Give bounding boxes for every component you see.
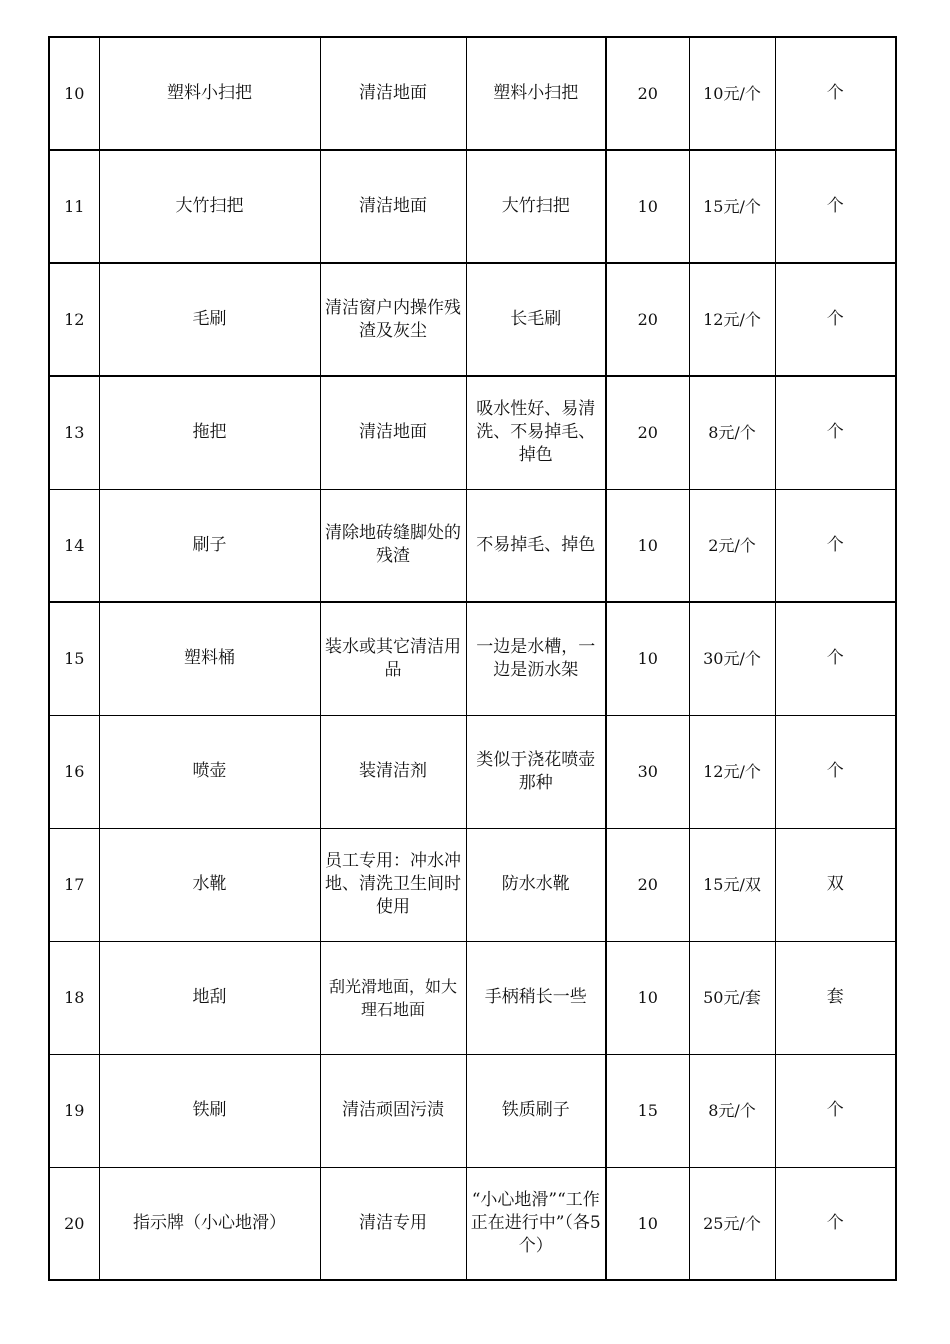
table-row: [49, 715, 896, 828]
item-quantity-cell: 20: [606, 828, 689, 941]
table-row: [49, 1167, 896, 1280]
item-price-cell: 25元/个: [689, 1167, 775, 1280]
item-price-cell: 15元/个: [689, 150, 775, 263]
item-price-cell: 12元/个: [689, 263, 775, 376]
item-spec-cell: 手柄稍长一些: [466, 941, 606, 1054]
table-row: [49, 828, 896, 941]
item-use-cell: 员工专用：冲水冲地、清洗卫生间时使用: [320, 828, 466, 941]
item-use-cell: 清洁地面: [320, 376, 466, 489]
item-use-cell: 清洁地面: [320, 150, 466, 263]
item-spec-cell: 铁质刷子: [466, 1054, 606, 1167]
item-unit-cell: 个: [775, 37, 896, 150]
item-number-cell: 14: [49, 489, 99, 602]
item-price-cell: 12元/个: [689, 715, 775, 828]
table-row: [49, 489, 896, 602]
item-number-cell: 12: [49, 263, 99, 376]
item-unit-cell: 双: [775, 828, 896, 941]
item-unit-cell: 个: [775, 263, 896, 376]
item-name-cell: 地刮: [99, 941, 320, 1054]
item-price-cell: 2元/个: [689, 489, 775, 602]
item-number-cell: 18: [49, 941, 99, 1054]
item-number-cell: 11: [49, 150, 99, 263]
item-spec-cell: 不易掉毛、掉色: [466, 489, 606, 602]
item-unit-cell: 个: [775, 602, 896, 715]
item-name-cell: 塑料小扫把: [99, 37, 320, 150]
item-use-cell: 清洁顽固污渍: [320, 1054, 466, 1167]
table-row: [49, 37, 896, 150]
item-name-cell: 刷子: [99, 489, 320, 602]
item-use-cell: 刮光滑地面，如大理石地面: [320, 941, 466, 1054]
item-unit-cell: 个: [775, 715, 896, 828]
table-row: [49, 376, 896, 489]
item-name-cell: 毛刷: [99, 263, 320, 376]
item-unit-cell: 套: [775, 941, 896, 1054]
item-number-cell: 13: [49, 376, 99, 489]
item-name-cell: 塑料桶: [99, 602, 320, 715]
item-quantity-cell: 20: [606, 37, 689, 150]
item-price-cell: 30元/个: [689, 602, 775, 715]
item-unit-cell: 个: [775, 1054, 896, 1167]
table-row: [49, 150, 896, 263]
item-name-cell: 拖把: [99, 376, 320, 489]
item-quantity-cell: 10: [606, 150, 689, 263]
supplies-table: [48, 36, 897, 1281]
item-price-cell: 50元/套: [689, 941, 775, 1054]
item-unit-cell: 个: [775, 376, 896, 489]
item-quantity-cell: 10: [606, 1167, 689, 1280]
table-row: [49, 602, 896, 715]
item-use-cell: 装清洁剂: [320, 715, 466, 828]
item-price-cell: 8元/个: [689, 376, 775, 489]
item-unit-cell: 个: [775, 489, 896, 602]
item-use-cell: 清除地砖缝脚处的残渣: [320, 489, 466, 602]
item-name-cell: 水靴: [99, 828, 320, 941]
item-unit-cell: 个: [775, 150, 896, 263]
item-number-cell: 20: [49, 1167, 99, 1280]
item-quantity-cell: 15: [606, 1054, 689, 1167]
item-name-cell: 大竹扫把: [99, 150, 320, 263]
item-use-cell: 清洁专用: [320, 1167, 466, 1280]
item-spec-cell: 大竹扫把: [466, 150, 606, 263]
table-body: [49, 37, 896, 1280]
item-use-cell: 清洁地面: [320, 37, 466, 150]
item-price-cell: 10元/个: [689, 37, 775, 150]
item-quantity-cell: 30: [606, 715, 689, 828]
item-number-cell: 19: [49, 1054, 99, 1167]
item-quantity-cell: 10: [606, 489, 689, 602]
item-use-cell: 清洁窗户内操作残渣及灰尘: [320, 263, 466, 376]
item-quantity-cell: 10: [606, 941, 689, 1054]
table-row: [49, 263, 896, 376]
item-number-cell: 17: [49, 828, 99, 941]
item-spec-cell: 一边是水槽，一边是沥水架: [466, 602, 606, 715]
item-use-cell: 装水或其它清洁用品: [320, 602, 466, 715]
item-spec-cell: “小心地滑”“工作正在进行中”（各5个）: [466, 1167, 606, 1280]
item-spec-cell: 防水水靴: [466, 828, 606, 941]
item-name-cell: 喷壶: [99, 715, 320, 828]
item-unit-cell: 个: [775, 1167, 896, 1280]
item-price-cell: 15元/双: [689, 828, 775, 941]
item-price-cell: 8元/个: [689, 1054, 775, 1167]
table-row: [49, 1054, 896, 1167]
table-row: [49, 941, 896, 1054]
item-name-cell: 铁刷: [99, 1054, 320, 1167]
item-quantity-cell: 20: [606, 263, 689, 376]
item-spec-cell: 吸水性好、易清洗、不易掉毛、掉色: [466, 376, 606, 489]
item-spec-cell: 长毛刷: [466, 263, 606, 376]
item-quantity-cell: 20: [606, 376, 689, 489]
item-number-cell: 15: [49, 602, 99, 715]
item-number-cell: 10: [49, 37, 99, 150]
item-spec-cell: 塑料小扫把: [466, 37, 606, 150]
item-name-cell: 指示牌（小心地滑）: [99, 1167, 320, 1280]
item-quantity-cell: 10: [606, 602, 689, 715]
item-number-cell: 16: [49, 715, 99, 828]
item-spec-cell: 类似于浇花喷壶那种: [466, 715, 606, 828]
